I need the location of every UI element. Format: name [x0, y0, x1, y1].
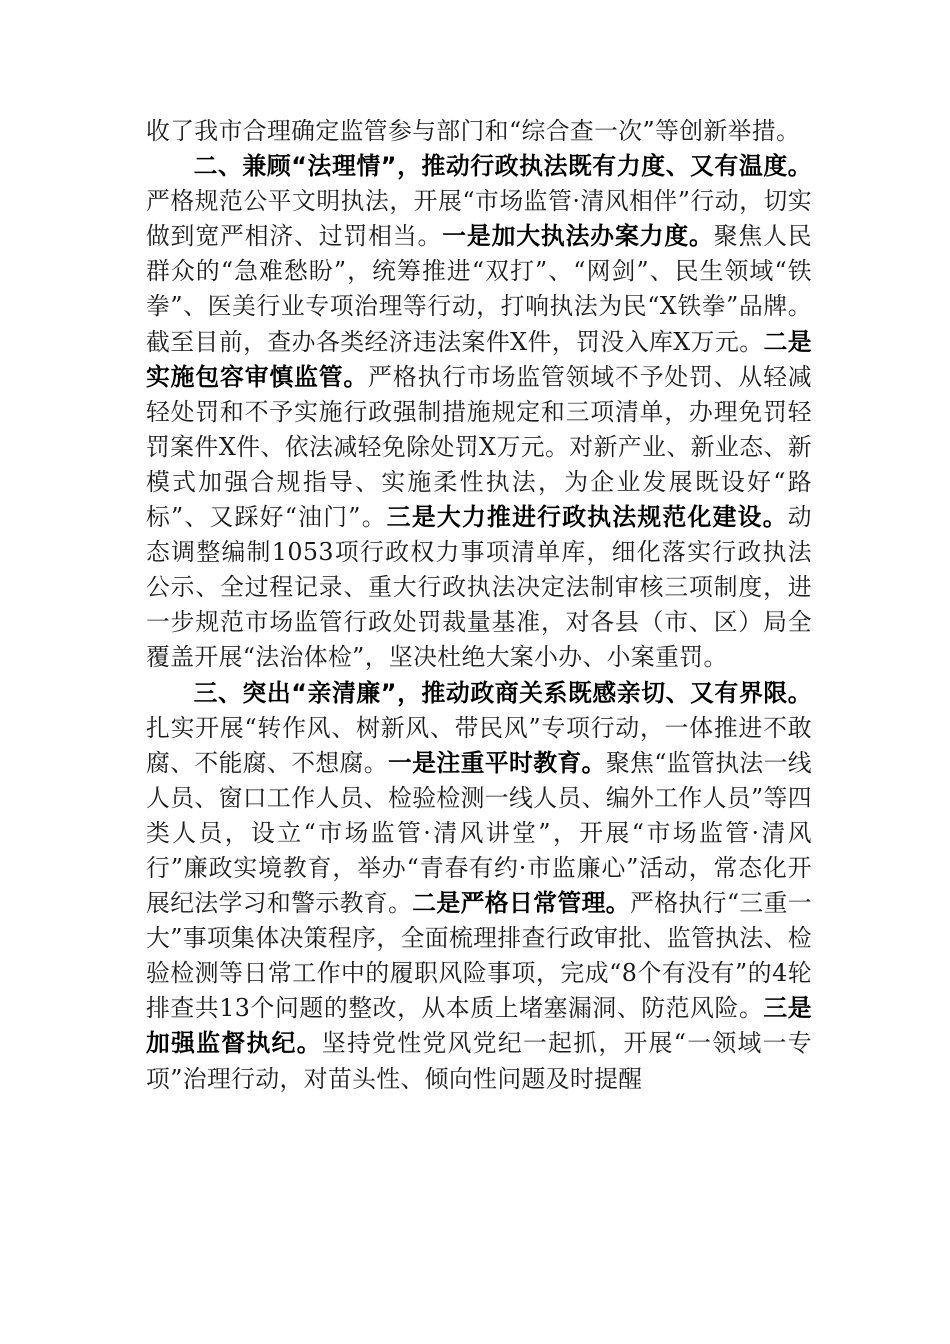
body-text-run: 严格执行“三重一大”事项集体决策程序，全面梳理排查行政审批、监管执法、检验检测等日常工作中的履职风险事项，完成“8个有没有”的4轮排查共13个问题的整改，从本质上堵塞漏洞、防范风险。	[146, 889, 812, 1023]
bold-heading-run: 二、兼顾“法理情”，推动行政执法既有力度、又有温度。	[193, 152, 812, 181]
paragraph	[146, 149, 812, 675]
body-text-run: 坚持党性党风党纪一起抓，开展“一领域一专项”治理行动，对苗头性、倾向性问题及时提醒	[146, 1029, 812, 1093]
bold-heading-run: 三、突出“亲清廉”，推动政商关系既感亲切、又有界限。	[193, 678, 812, 707]
bold-heading-run: 一是加大执法办案力度。	[442, 222, 714, 251]
bold-heading-run: 二是实施包容审慎监管。	[146, 327, 812, 391]
body-text-run: 严格执行市场监管领域不予处罚、从轻减轻处罚和不予实施行政强制措施规定和三项清单，办理免罚轻罚案件X件、依法减轻免除处罚X万元。对新产业、新业态、新模式加强合规指导、实施柔性执法，为企业发展既设好“路标”、又踩好“油门”。	[146, 362, 812, 532]
paragraph	[146, 114, 812, 149]
paragraph	[146, 676, 812, 1097]
document-body	[146, 114, 812, 1097]
bold-heading-run: 一是注重平时教育。	[388, 748, 606, 777]
body-text-run: 扎实开展“转作风、树新风、带民风”专项行动，一体推进不敢腐、不能腐、不想腐。	[146, 713, 812, 777]
body-text-run: 严格规范公平文明执法，开展“市场监管·清风相伴”行动，切实做到宽严相济、过罚相当。	[146, 187, 812, 251]
body-text-run: 收了我市合理确定监管参与部门和“综合查一次”等创新举措。	[146, 117, 801, 145]
body-text-run: 聚焦人民群众的“急难愁盼”，统筹推进“双打”、“网剑”、民生领域“铁拳”、医美行业专项治理等行动，打响执法为民“X铁拳”品牌。截至目前，查办各类经济违法案件X件，罚没入库X万元。	[146, 222, 812, 356]
body-text-run: 聚焦“监管执法一线人员、窗口工作人员、检验检测一线人员、编外工作人员”等四类人员，设立“市场监管·清风讲堂”，开展“市场监管·清风行”廉政实境教育，举办“青春有约·市监廉心”活动，常态化开展纪法学习和警示教育。	[146, 748, 813, 918]
bold-heading-run: 三是加强监督执纪。	[146, 994, 812, 1058]
bold-heading-run: 二是严格日常管理。	[412, 889, 631, 918]
bold-heading-run: 三是大力推进行政执法规范化建设。	[386, 503, 788, 532]
body-text-run: 动态调整编制1053项行政权力事项清单库，细化落实行政执法公示、全过程记录、重大行政执法决定法制审核三项制度，进一步规范市场监管行政处罚裁量基准，对各县（市、区）局全覆盖开展“法治体检”，坚决杜绝大案小办、小案重罚。	[146, 503, 812, 672]
